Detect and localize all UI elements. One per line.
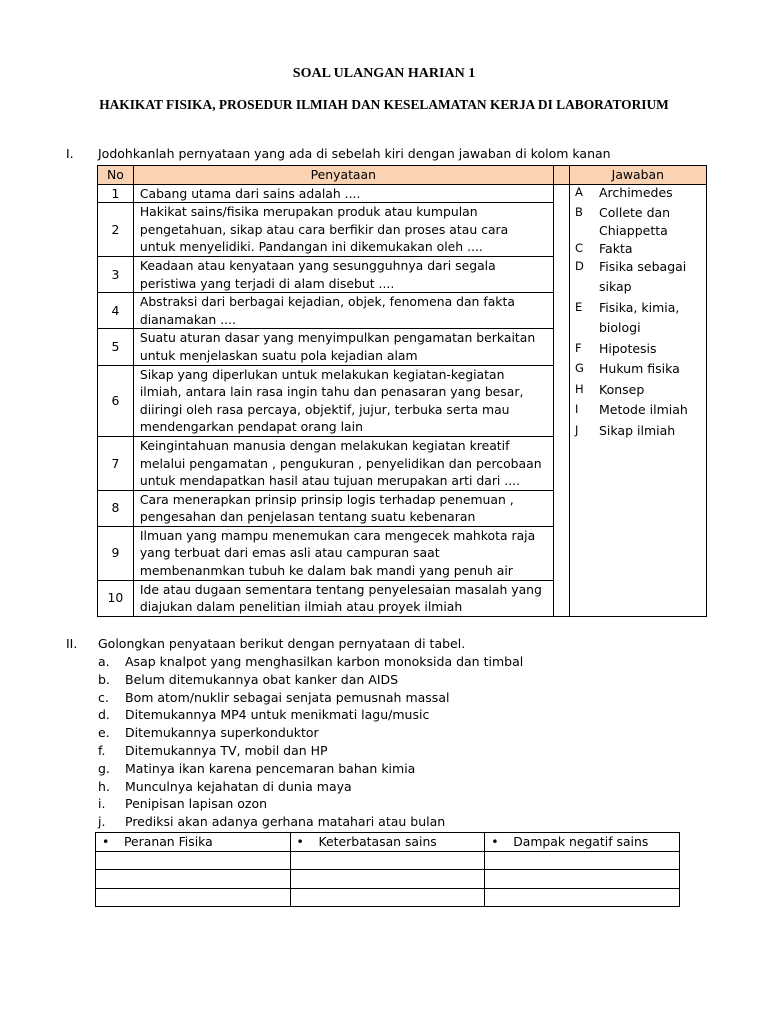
list-letter: g.: [98, 760, 110, 776]
statement-line: membenanmkan tubuh ke dalam bak mandi yang penuh air: [139, 563, 513, 579]
answer-cell[interactable]: [96, 851, 291, 870]
answer-text: Hukum fisika: [599, 361, 680, 376]
row-number: 5: [98, 329, 134, 365]
statement-line: melalui pengamatan , pengukuran , penyelidikan dan percobaan: [139, 455, 542, 471]
answer-text: Fisika sebagai: [599, 259, 687, 274]
list-letter: a.: [98, 654, 110, 669]
row-number: 1: [98, 184, 134, 203]
answer-cell[interactable]: [290, 870, 485, 889]
statement-line: untuk mendapatkan hasil atau tujuan merupakan arti dari ....: [139, 473, 521, 489]
list-text: Ditemukannya TV, mobil dan HP: [125, 742, 328, 758]
answer-letter: H: [575, 382, 584, 396]
list-text: Ditemukannya superkonduktor: [125, 725, 319, 741]
list-letter: j.: [98, 814, 106, 830]
answer-text: Collete dan: [599, 205, 671, 220]
answer-gap-column: [553, 184, 569, 616]
header-keterbatasan-sains: Keterbatasan sains: [318, 834, 437, 850]
list-letter: b.: [98, 671, 110, 687]
header-statement: Penyataan: [133, 166, 553, 185]
answer-cell[interactable]: [290, 888, 485, 907]
list-letter: e.: [98, 725, 110, 741]
answer-cell[interactable]: [96, 870, 291, 889]
statement-line: untuk menjelaskan suatu pola kejadian alam: [139, 347, 418, 363]
header-spacer: [553, 166, 569, 185]
statement-cell: [133, 184, 553, 203]
statement-line: Ide atau dugaan sementara tentang penyelesaian masalah yang: [139, 581, 542, 597]
classification-table: [95, 832, 680, 907]
table-header-cell: [96, 833, 291, 852]
section-2-instruction: Golongkan penyataan berikut dengan pernyataan di tabel.: [98, 636, 466, 651]
answer-letter: E: [575, 300, 583, 314]
answer-letter: I: [575, 402, 579, 416]
row-number: 10: [98, 580, 134, 616]
statement-line: diajukan dalam penelitian ilmiah atau proyek ilmiah: [139, 599, 463, 615]
answer-letter: F: [575, 341, 582, 355]
answer-cell[interactable]: [485, 888, 680, 907]
statement-cell: [133, 203, 553, 257]
header-no: No: [98, 166, 134, 185]
statement-line: Ilmuan yang mampu menemukan cara mengecek mahkota raja: [139, 527, 536, 543]
statement-line: Sikap yang diperlukan untuk melakukan kegiatan-kegiatan: [139, 366, 505, 382]
table-header-cell: [485, 833, 680, 852]
statement-line: pengetahuan, sikap atau cara berfikir dan proses atau cara: [139, 221, 509, 237]
list-text: Matinya ikan karena pencemaran bahan kimia: [125, 760, 416, 776]
list-text: Asap knalpot yang menghasilkan karbon monoksida dan timbal: [125, 654, 524, 669]
section-1-instruction: Jodohkanlah pernyataan yang ada di sebelah kiri dengan jawaban di kolom kanan: [98, 146, 611, 161]
statement-line: Cabang utama dari sains adalah ....: [139, 185, 361, 201]
list-letter: i.: [98, 796, 106, 812]
list-text: Penipisan lapisan ozon: [125, 796, 268, 812]
answer-cell[interactable]: [290, 851, 485, 870]
list-letter: d.: [98, 707, 110, 723]
statement-line: dianamakan ....: [139, 311, 236, 327]
row-number: 7: [98, 436, 134, 490]
answer-text: Metode ilmiah: [599, 402, 688, 417]
answer-letter: A: [575, 185, 583, 199]
statement-line: yang terbuat dari emas asli atau campuran saat: [139, 545, 440, 561]
answer-letter: G: [575, 361, 584, 375]
row-number: 9: [98, 526, 134, 580]
page-subtitle: HAKIKAT FISIKA, PROSEDUR ILMIAH DAN KESELAMATAN KERJA DI LABORATORIUM: [99, 97, 669, 112]
row-number: 3: [98, 256, 134, 292]
bullet-icon: •: [102, 834, 110, 850]
statement-line: Keingintahuan manusia dengan melakukan kegiatan kreatif: [139, 437, 510, 453]
statement-line: diiringi oleh rasa percaya, objektif, jujur, terbuka serta mau: [139, 401, 510, 417]
row-number: 4: [98, 293, 134, 329]
list-text: Bom atom/nuklir sebagai senjata pemusnah massal: [125, 689, 450, 705]
answer-text: Hipotesis: [599, 341, 657, 356]
answer-text: Fisika, kimia,: [599, 300, 680, 315]
table-header-cell: [290, 833, 485, 852]
statement-cell: [133, 526, 553, 580]
bullet-icon: •: [491, 834, 499, 850]
answer-text: Archimedes: [599, 185, 673, 200]
statement-cell: [133, 293, 553, 329]
answer-cell[interactable]: [485, 870, 680, 889]
statement-line: ilmiah, antara lain rasa ingin tahu dan penasaran yang besar,: [139, 384, 524, 400]
list-text: Munculnya kejahatan di dunia maya: [125, 778, 352, 794]
statement-line: mendengarkan pendapat orang lain: [139, 419, 363, 435]
statement-cell: [133, 436, 553, 490]
row-number: 2: [98, 203, 134, 257]
statement-line: Keadaan atau kenyataan yang sesungguhnya dari segala: [139, 257, 496, 273]
statement-cell: [133, 329, 553, 365]
statement-line: Suatu aturan dasar yang menyimpulkan pengamatan berkaitan: [139, 330, 536, 346]
answer-letter: C: [575, 241, 584, 255]
statement-cell: [133, 580, 553, 616]
list-letter: c.: [98, 689, 109, 705]
statement-cell: [133, 490, 553, 526]
row-number: 8: [98, 490, 134, 526]
statement-line: pengesahan dan penjelasan tentang suatu kebenaran: [139, 509, 476, 525]
statement-line: Abstraksi dari berbagai kejadian, objek, fenomena dan fakta: [139, 294, 515, 310]
answer-text: Chiappetta: [599, 223, 668, 238]
statement-cell: [133, 365, 553, 436]
header-peranan-fisika: Peranan Fisika: [124, 834, 213, 850]
answer-text: sikap: [599, 279, 632, 294]
list-letter: f.: [98, 742, 106, 758]
answer-text: Konsep: [599, 382, 645, 397]
section-1-number: I.: [66, 146, 74, 161]
statement-line: Cara menerapkan prinsip prinsip logis terhadap penemuan ,: [139, 491, 514, 507]
statement-line: peristiwa yang terjadi di alam disebut ....: [139, 275, 395, 291]
statement-cell: [133, 256, 553, 292]
list-text: Prediksi akan adanya gerhana matahari atau bulan: [125, 814, 446, 830]
header-answer: Jawaban: [569, 166, 706, 185]
list-text: Ditemukannya MP4 untuk menikmati lagu/music: [125, 707, 430, 723]
statement-line: untuk menyelidiki. Pandangan ini dikemukakan oleh ....: [139, 239, 483, 255]
answer-cell[interactable]: [485, 851, 680, 870]
list-text: Belum ditemukannya obat kanker dan AIDS: [125, 671, 399, 687]
answer-text: Fakta: [599, 241, 633, 256]
list-letter: h.: [98, 778, 110, 794]
answer-cell[interactable]: [96, 888, 291, 907]
header-dampak-negatif-sains: Dampak negatif sains: [513, 834, 649, 850]
statement-line: Hakikat sains/fisika merupakan produk atau kumpulan: [139, 204, 478, 220]
answer-letter: D: [575, 259, 584, 273]
answer-letter: B: [575, 205, 583, 219]
page-title: SOAL ULANGAN HARIAN 1: [292, 66, 476, 81]
answer-text: biologi: [599, 320, 641, 335]
answer-letter: J: [575, 423, 579, 437]
bullet-icon: •: [296, 834, 304, 850]
row-number: 6: [98, 365, 134, 436]
section-2-number: II.: [66, 636, 78, 651]
answer-text: Sikap ilmiah: [599, 423, 676, 438]
